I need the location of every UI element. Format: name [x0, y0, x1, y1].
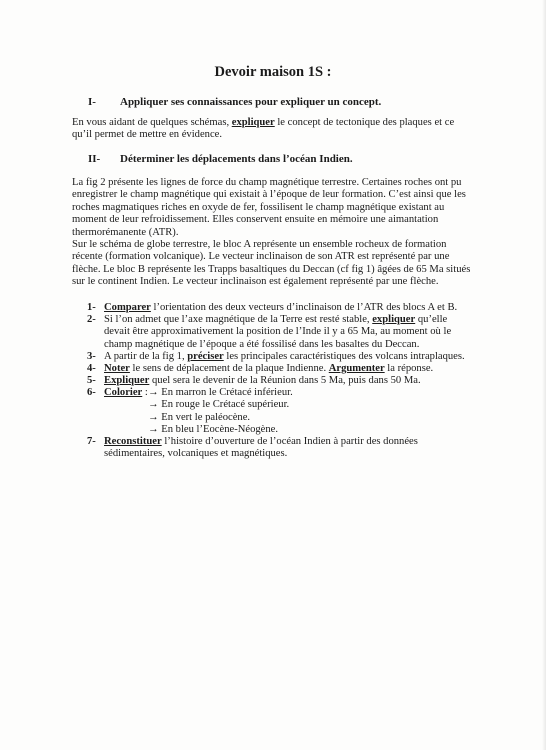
color-list-item: → En marron le Crétacé inférieur.: [148, 387, 293, 398]
question-line: [104, 314, 451, 326]
question-2-number: 2-: [87, 314, 96, 325]
paragraph-line: qu’il permet de mettre en évidence.: [72, 129, 223, 141]
keyword-comparer: Comparer: [104, 302, 151, 313]
question-2: [104, 314, 451, 351]
text-run: le concept de tectonique des plaques et ce: [274, 117, 455, 128]
color-list-item: → En rouge le Crétacé supérieur.: [148, 399, 290, 411]
paragraph-line: sur le continent Indien. Le vecteur inclinaison est également représenté par une flèche.: [72, 276, 439, 288]
section-2-paragraph: [72, 177, 470, 289]
page-title: Devoir maison 1S :: [214, 64, 332, 80]
question-line: devait être approximativement la position de l’Inde il y a 65 Ma, au moment où le: [104, 326, 452, 338]
question-6-heading: [104, 387, 148, 399]
paragraph-line: flèche. Le bloc B représente les Trapps basaltiques du Deccan (cf fig 1) âgées de 65 Ma situés: [72, 263, 471, 275]
question-line: champ magnétique de l’époque a été fossilisé dans les basaltes du Deccan.: [104, 338, 420, 350]
text-run: les principales caractéristiques des volcans intraplaques.: [223, 351, 465, 362]
question-1-number: 1-: [87, 302, 96, 313]
text-run: l’histoire d’ouverture de l’océan Indien à partir des données: [161, 436, 418, 447]
text-run: le sens de déplacement de la plaque Indienne.: [129, 363, 329, 374]
paragraph-line: Sur le schéma de globe terrestre, le bloc A représente un ensemble rocheux de formation: [72, 238, 447, 250]
keyword-expliquer: expliquer: [372, 314, 416, 325]
color-list-item: → En bleu l’Eocène-Néogène.: [148, 424, 279, 436]
text-run: :: [142, 387, 148, 398]
paragraph-line: thermorémanente (ATR).: [72, 226, 179, 238]
keyword-colorier: Colorier: [104, 387, 143, 398]
paragraph-line: [72, 117, 454, 129]
text-run: quel sera le devenir de la Réunion dans 5 Ma, puis dans 50 Ma.: [149, 375, 421, 386]
question-5-number: 5-: [87, 375, 96, 386]
section-1-number: I-: [88, 96, 96, 108]
section-1-title: Appliquer ses connaissances pour expliquer un concept.: [120, 96, 382, 108]
question-6-number: 6-: [87, 387, 96, 398]
keyword-reconstituer: Reconstituer: [104, 436, 162, 447]
text-run: l’orientation des deux vecteurs d’inclinaison de l’ATR des blocs A et B.: [150, 302, 458, 313]
section-1-paragraph: [72, 117, 454, 142]
text-run: Si l’on admet que l’axe magnétique de la Terre est resté stable,: [104, 314, 373, 325]
question-3: [104, 351, 465, 363]
question-5: [104, 375, 421, 387]
question-line: sédimentaires, volcaniques et magnétiques.: [104, 448, 288, 460]
question-7: [104, 436, 418, 461]
keyword-expliquer: expliquer: [231, 117, 275, 128]
paragraph-line: enregistrer le champ magnétique qui existait à l’époque de leur formation. C’est ainsi que les: [72, 189, 466, 201]
paragraph-line: roches magmatiques riches en oxyde de fer, fossilisent le champ magnétique existant au: [72, 201, 445, 213]
color-list-item: → En vert le paléocène.: [148, 411, 251, 423]
keyword-expliquer: Expliquer: [104, 375, 150, 386]
keyword-argumenter: Argumenter: [328, 363, 385, 374]
section-2-title: Déterminer les déplacements dans l’océan Indien.: [120, 153, 353, 165]
question-6-list: [148, 387, 293, 437]
question-4: [104, 363, 433, 375]
keyword-noter: Noter: [104, 363, 130, 374]
text-run: la réponse.: [384, 363, 434, 374]
paragraph-line: moment de leur refroidissement. Elles conservent ensuite en mémoire une aimantation: [72, 214, 439, 226]
keyword-preciser: préciser: [187, 351, 224, 362]
section-2-number: II-: [88, 153, 101, 165]
question-line: [104, 436, 418, 448]
text-run: En vous aidant de quelques schémas,: [72, 117, 232, 128]
paragraph-line: récente (formation volcanique). Le vecteur inclinaison de son ATR est représenté par une: [72, 251, 450, 263]
text-run: qu’elle: [415, 314, 448, 325]
question-7-number: 7-: [87, 436, 96, 447]
question-1: [104, 302, 457, 314]
text-run: A partir de la fig 1,: [104, 351, 188, 362]
question-4-number: 4-: [87, 363, 96, 374]
paragraph-line: La fig 2 présente les lignes de force du champ magnétique terrestre. Certaines roches ont pu: [72, 177, 462, 188]
question-3-number: 3-: [87, 351, 96, 362]
scan-edge-shadow: [542, 0, 546, 750]
